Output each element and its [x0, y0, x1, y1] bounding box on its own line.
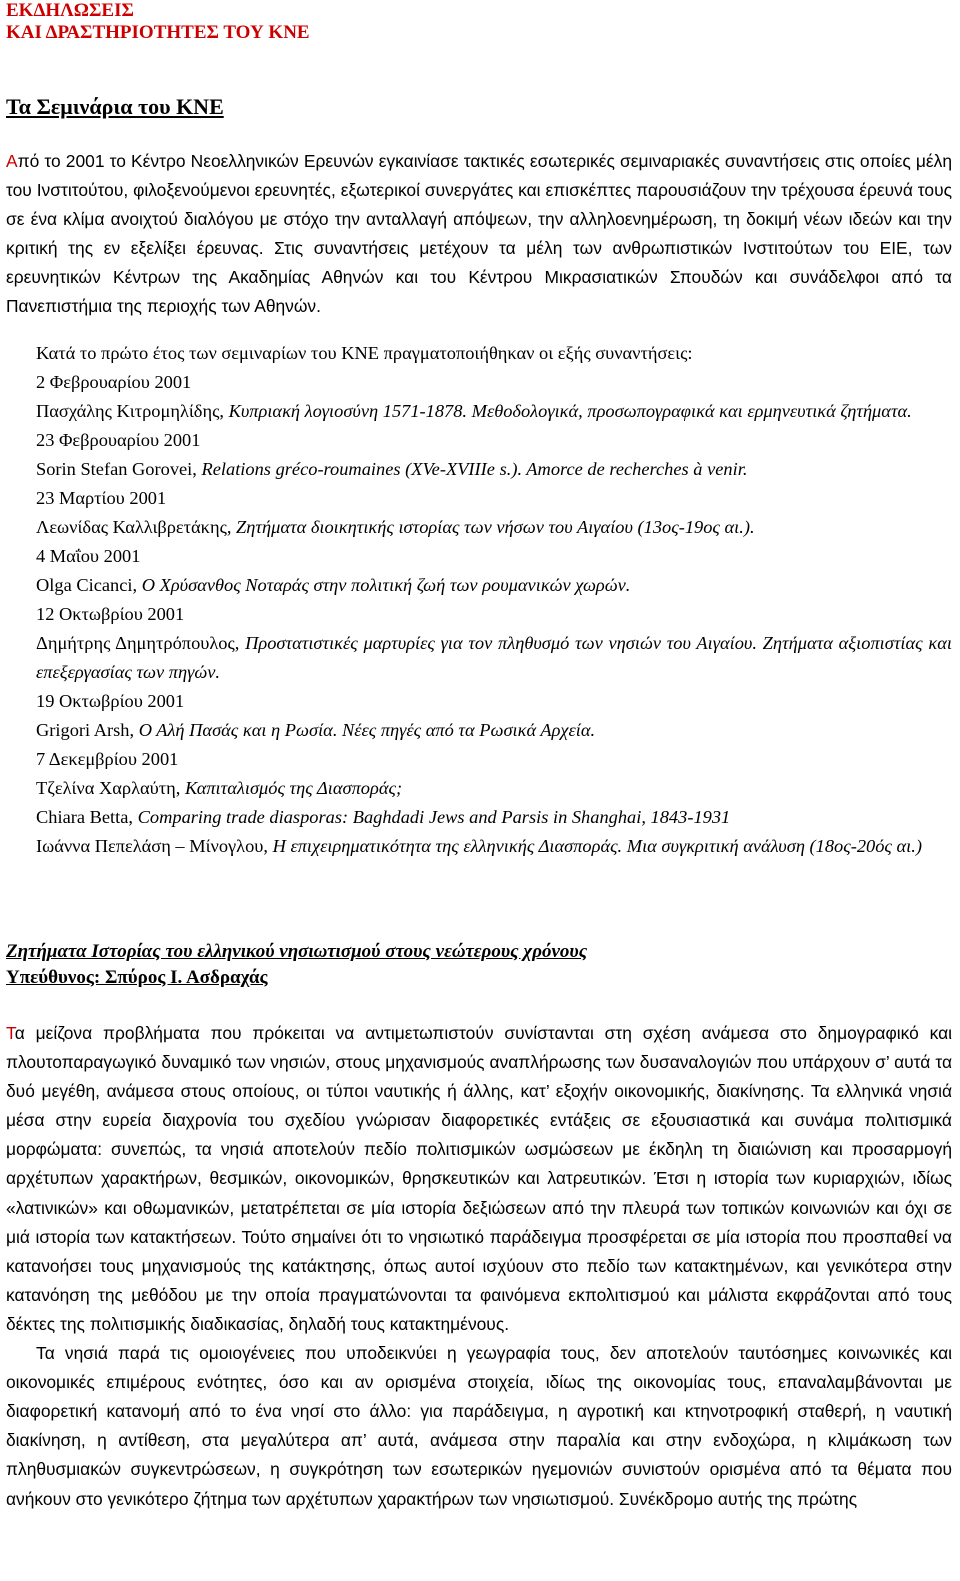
talk-title: Καπιταλισμός της Διασποράς;: [184, 778, 403, 798]
talk-speaker: Sorin Stefan Gorovei,: [36, 459, 202, 479]
talk-title: Προστατιστικές μαρτυρίες για τον πληθυσμό των νησιών του Αιγαίου. Ζητήματα αξιοπιστίας και επεξεργασίας των πηγών.: [36, 633, 952, 682]
talk-title: Comparing trade diasporas: Baghdadi Jews and Parsis in Shanghai, 1843-1931: [137, 807, 731, 827]
talk-title: Ο Χρύσανθος Νοταράς στην πολιτική ζωή των ρουμανικών χωρών.: [141, 575, 631, 595]
meeting-date: 7 Δεκεμβρίου 2001: [36, 749, 179, 769]
talk-title: Κυπριακή λογιοσύνη 1571-1878. Μεθοδολογικά, προσωπογραφικά και ερμηνευτικά ζητήματα.: [228, 401, 912, 421]
meeting-talk: [6, 397, 952, 426]
section-title-seminars: Τα Σεμινάρια του ΚΝΕ: [6, 94, 224, 119]
section-responsible: Υπεύθυνος: Σπύρος Ι. Ασδραχάς: [6, 967, 268, 988]
meeting-date: 4 Μαΐου 2001: [36, 546, 141, 566]
intro-text: πό το 2001 το Κέντρο Νεοελληνικών Ερευνών εγκαινίασε τακτικές εσωτερικές σεμιναριακές συναντήσεις στις οποίες μέλη του Ινστιτούτου, φιλοξενούμενοι ερευνητές, εξωτερικοί συνεργάτες και επισκέπτες παρουσιάζουν την τρέχουσα έρευνά τους σε ένα κλίμα ανοιχτού διαλόγου με στόχο την ανταλλαγή απόψεων, την αλληλοενημέρωση, τη δοκιμή νέων ιδεών και την κριτική της εν εξελίξει έρευνας. Στις συναντήσεις μετέχουν τα μέλη των ανθρωπιστικών Ινστιτούτων του ΕΙΕ, των ερευνητικών Κέντρων της Ακαδημίας Αθηνών και του Κέντρου Μικρασιατικών Σπουδών και συνάδελφοι από τα Πανεπιστήμια της περιοχής των Αθηνών.: [6, 151, 952, 316]
talk-title: Ζητήματα διοικητικής ιστορίας των νήσων του Αιγαίου (13ος-19ος αι.).: [236, 517, 755, 537]
meeting-talk: [6, 629, 952, 687]
meeting-date: 19 Οκτωβρίου 2001: [36, 691, 185, 711]
talk-speaker: Πασχάλης Κιτρομηλίδης,: [36, 401, 229, 421]
meeting-talk: [6, 774, 952, 803]
islands-paragraph-2: Τα νησιά παρά τις ομοιογένειες που υποδεικνύει η γεωγραφία τους, δεν αποτελούν ταυτόσημες κοινωνικές και οικονομικές επιμέρους ενότητες, όσο και αν ορισμένα στοιχεία, ιδίως της οικονομίας τους, επαναλαμβάνονται με διαφορετική κατανομή από το ένα νησί στο άλλο: για παράδειγμα, η αγροτική και κτηνοτροφική σταθερή, η ναυτική διακίνηση, η αντίθεση, στα μεγαλύτερα απ’ αυτά, ανάμεσα στην παραλία και στην ενδοχώρα, η κλιμάκωση των πληθυσμιακών συγκεντρώσεων, η συγκρότηση των εσωτερικών ηγεμονιών συνιστούν ορισμένα από τα θέματα που ανήκουν στο γενικότερο ζήτημα των αρχέτυπων χαρακτήρων των νησιωτισμού. Συνέκδρομο αυτής της πρώτης: [6, 1343, 952, 1509]
islands-paragraph-1: [6, 1019, 952, 1339]
talk-title: Ο Αλή Πασάς και η Ρωσία. Νέες πηγές από τα Ρωσικά Αρχεία.: [138, 720, 596, 740]
talk-speaker: Ιωάννα Πεπελάση – Μίνογλου,: [36, 836, 273, 856]
talk-title: Η επιχειρηματικότητα της ελληνικής Διασποράς. Μια συγκριτική ανάλυση (18ος-20ός αι.): [272, 836, 922, 856]
talk-speaker: Λεωνίδας Καλλιβρετάκης,: [36, 517, 237, 537]
meeting-talk: [6, 571, 952, 600]
meeting-date: 23 Μαρτίου 2001: [36, 488, 167, 508]
intro-first-letter: Α: [6, 151, 18, 171]
talk-title: Relations gréco-roumaines (XVe-XVIIIe s.). Amorce de recherches à venir.: [201, 459, 748, 479]
header-line-1: ΕΚΔΗΛΩΣΕΙΣ: [6, 0, 134, 21]
talk-speaker: Τζελίνα Χαρλαύτη,: [36, 778, 185, 798]
islands-paragraph-1-text: α μείζονα προβλήματα που πρόκειται να αντιμετωπιστούν συνίστανται στη σχέση ανάμεσα στο δημογραφικό και πλουτοπαραγωγικό δυναμικό των νησιών, στους μηχανισμούς αναπλήρωσης των δυσαναλογιών που υπάρχουν σ’ αυτά τα δυό μεγέθη, ανάμεσα στους οποίους, οι τύποι ναυτικής ή άλλης, κατ’ εξοχήν οικονομικής, διακίνησης. Τα ελληνικά νησιά μέσα στην ευρεία διαχρονία του σχεδίου γνώρισαν διαφορετικές εντάξεις σε εξουσιαστικά και συνάμα πολιτισμικά μορφώματα: συνεπώς, τα νησιά αποτελούν πεδίο πολιτισμικών ωσμώσεων με έκδηλη τη διαιώνιση και προσαρμογή αρχέτυπων χαρακτήρων, θεσμικών, οικονομικών, θρησκευτικών και λατρευτικών. Έτσι η ιστορία των κυριαρχιών, ιδίως «λατινικών» και οθωμανικών, μετατρέπεται σε μία ιστορία δεξιώσεων από την πλευρά των τοπικών κοινωνιών και όχι σε μιά ιστορία των κατακτήσεων. Τούτο σημαίνει ότι το νησιωτικό παράδειγμα προσφέρεται σε μία ιστορία που προσπαθεί να κατανοήσει τους μηχανισμούς της κατάκτησης, όπως αυτοί ισχύουν στο πεδίο των κατακτημένων, και γενικότερα στην κατανόηση της μεθόδου με την οποία πραγματώνονται τα φαινόμενα εκπολιτισμού και μάλιστα εκφράζονται από τους δέκτες της πολιτισμικής διαδικασίας, δηλαδή τους κατακτημένους.: [6, 1023, 952, 1334]
seminar-lead: Κατά το πρώτο έτος των σεμιναρίων του ΚΝΕ πραγματοποιήθηκαν οι εξής συναντήσεις:: [36, 343, 693, 363]
intro-paragraph: [6, 147, 952, 321]
islands-first-letter: Τ: [6, 1023, 15, 1043]
meeting-talk: [6, 513, 952, 542]
section-title-islands: Ζητήματα Ιστορίας του ελληνικού νησιωτισμού στους νεώτερους χρόνους: [6, 941, 588, 962]
header-line-2: ΚΑΙ ΔΡΑΣΤΗΡΙΟΤΗΤΕΣ ΤΟΥ ΚΝΕ: [6, 22, 310, 43]
islands-body: [6, 1019, 952, 1514]
seminar-list: [6, 339, 952, 861]
meeting-talk: [6, 716, 952, 745]
talk-speaker: Chiara Betta,: [36, 807, 138, 827]
meeting-date: 23 Φεβρουαρίου 2001: [36, 430, 201, 450]
talk-speaker: Olga Cicanci,: [36, 575, 142, 595]
page-header: [6, 0, 310, 44]
talk-speaker: Δημήτρης Δημητρόπουλος,: [36, 633, 246, 653]
meeting-talk: [6, 832, 952, 861]
meeting-date: 2 Φεβρουαρίου 2001: [36, 372, 192, 392]
meeting-date: 12 Οκτωβρίου 2001: [36, 604, 185, 624]
meeting-talk: [6, 803, 952, 832]
talk-speaker: Grigori Arsh,: [36, 720, 139, 740]
meeting-talk: [6, 455, 952, 484]
